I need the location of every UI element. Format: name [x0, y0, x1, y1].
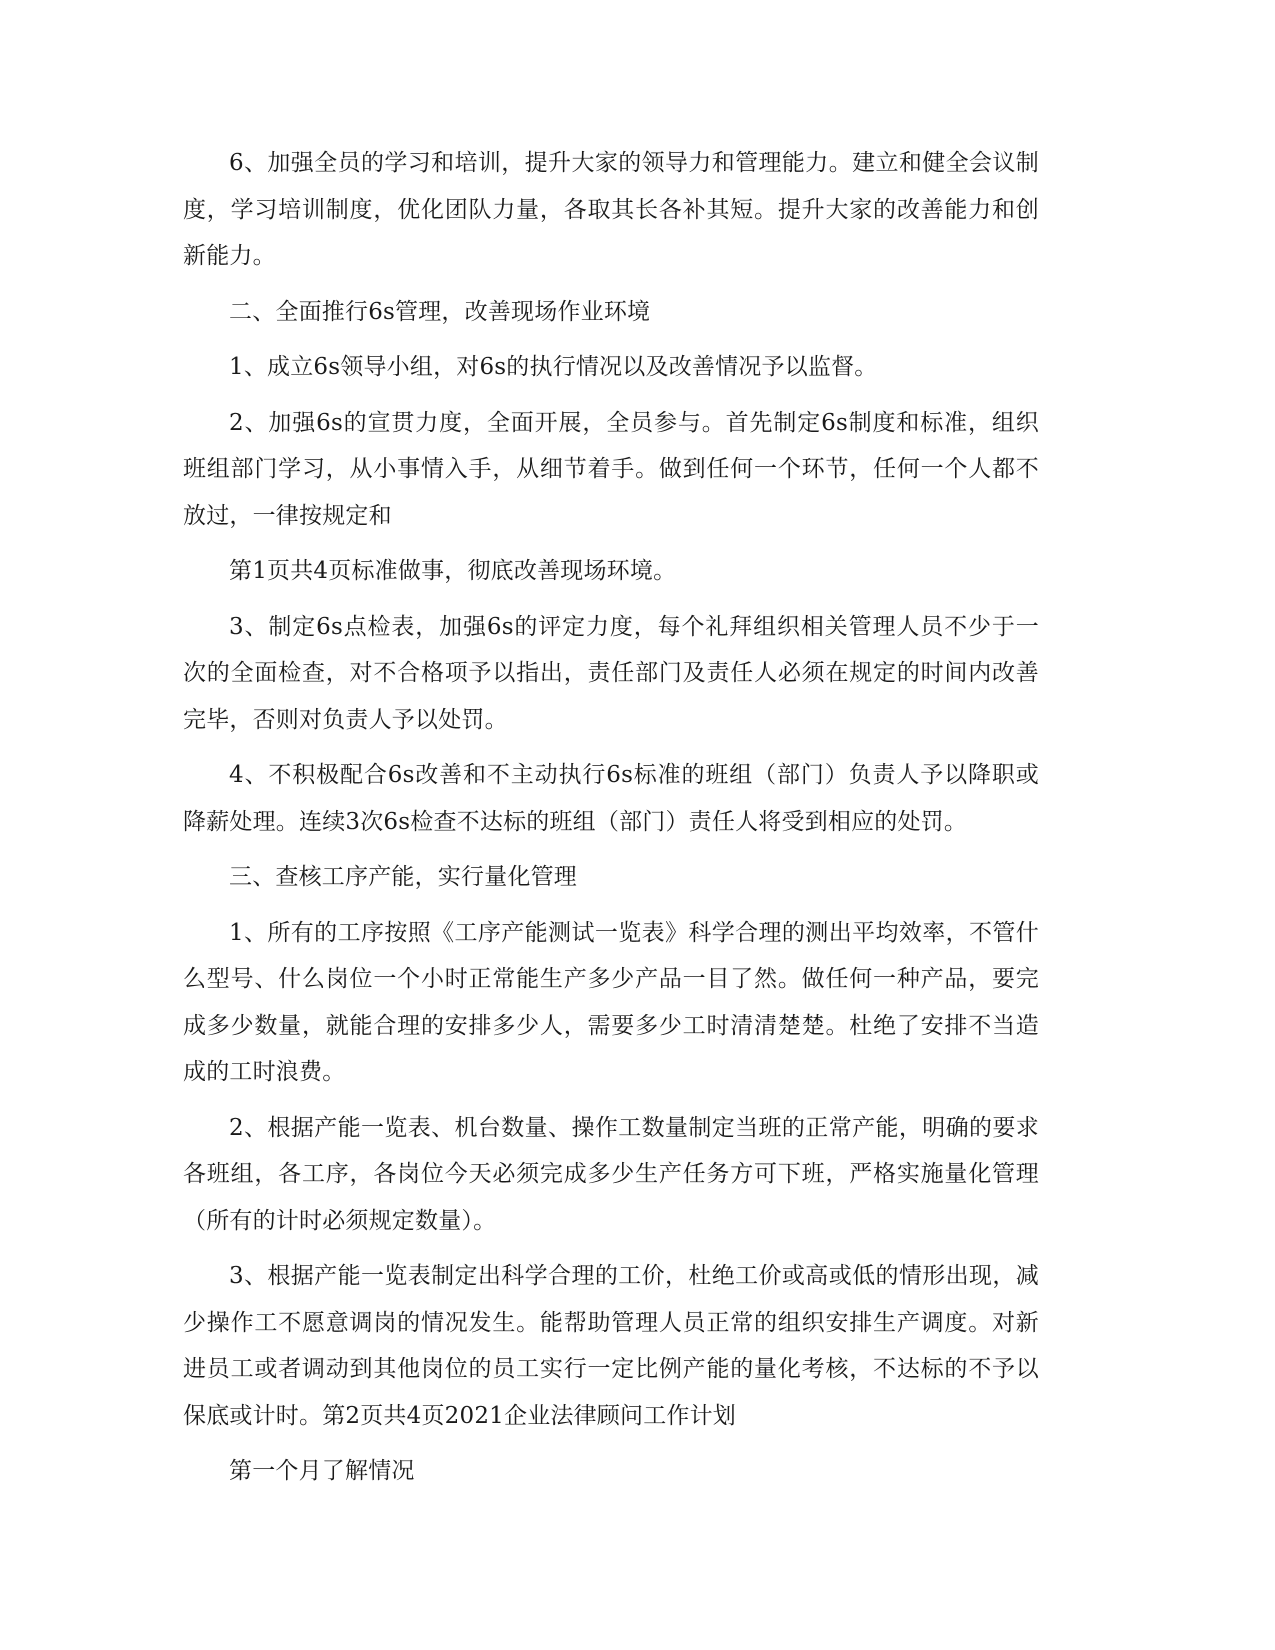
paragraph-first-month: 第一个月了解情况	[229, 1458, 415, 1484]
paragraph-6s-promotion: 2、加强6s的宣贯力度，全面开展，全员参与。首先制定6s制度和标准，组织班组部门学习，从小事情入手，从细节着手。做到任何一个环节，任何一个人都不放过，一律按规定和	[183, 409, 1039, 529]
paragraph-6s-penalty: 4、不积极配合6s改善和不主动执行6s标准的班组（部门）负责人予以降职或降薪处理。连续3次6s检查不达标的班组（部门）责任人将受到相应的处罚。	[183, 762, 1039, 835]
section-heading-6s: 二、全面推行6s管理，改善现场作业环境	[229, 298, 651, 325]
paragraph-page-break-1: 第1页共4页标准做事，彻底改善现场环境。	[229, 558, 677, 584]
paragraph-wage: 3、根据产能一览表制定出科学合理的工价，杜绝工价或高或低的情形出现，减少操作工不愿意调岗的情况发生。能帮助管理人员正常的组织安排生产调度。对新进员工或者调动到其他岗位的员工实行一定比例产能的量化考核，不达标的不予以保底或计时。第2页共4页2021企业法律顾问工作计划	[183, 1263, 1039, 1429]
document-body	[183, 140, 1039, 1504]
paragraph-training: 6、加强全员的学习和培训，提升大家的领导力和管理能力。建立和健全会议制度，学习培训制度，优化团队力量，各取其长各补其短。提升大家的改善能力和创新能力。	[183, 150, 1039, 269]
paragraph-capacity-shift: 2、根据产能一览表、机台数量、操作工数量制定当班的正常产能，明确的要求各班组，各工序，各岗位今天必须完成多少生产任务方可下班，严格实施量化管理（所有的计时必须规定数量）。	[183, 1114, 1039, 1234]
paragraph-capacity-test: 1、所有的工序按照《工序产能测试一览表》科学合理的测出平均效率，不管什么型号、什么岗位一个小时正常能生产多少产品一目了然。做任何一种产品，要完成多少数量，就能合理的安排多少人，需要多少工时清清楚楚。杜绝了安排不当造成的工时浪费。	[183, 919, 1039, 1085]
section-heading-capacity: 三、查核工序产能，实行量化管理	[229, 864, 577, 890]
paragraph-6s-checklist: 3、制定6s点检表，加强6s的评定力度，每个礼拜组织相关管理人员不少于一次的全面检查，对不合格项予以指出，责任部门及责任人必须在规定的时间内改善完毕，否则对负责人予以处罚。	[183, 613, 1039, 733]
paragraph-6s-group: 1、成立6s领导小组，对6s的执行情况以及改善情况予以监督。	[229, 354, 878, 380]
